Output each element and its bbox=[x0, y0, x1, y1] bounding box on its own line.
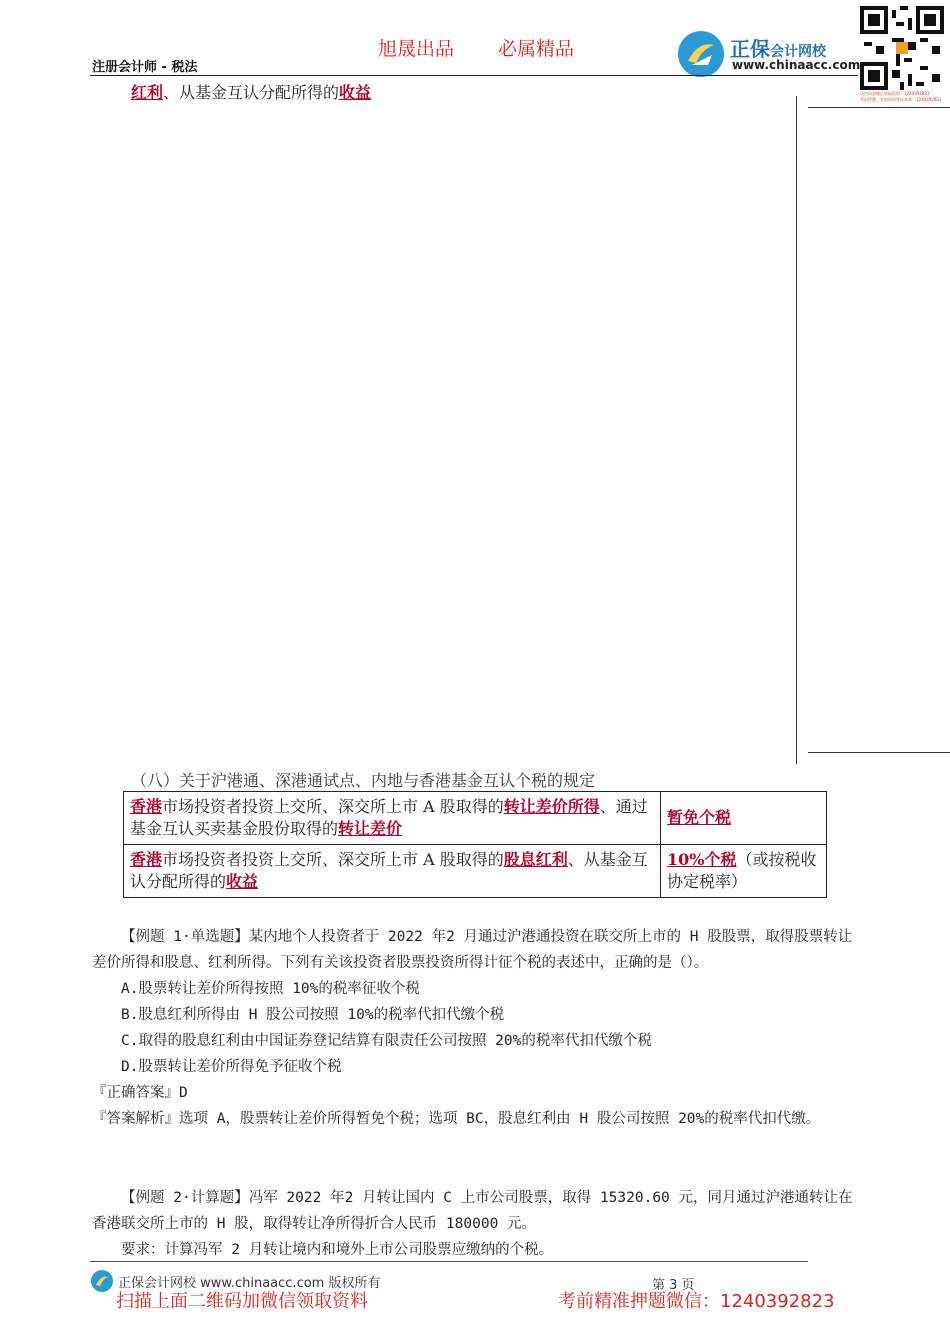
highlight-term: 香港 bbox=[130, 797, 163, 816]
highlight-term: 10%个税 bbox=[667, 850, 737, 869]
example1-analysis: 『答案解析』选项 A，股票转让差价所得暂免个税；选项 BC，股息红利由 H 股公司按照 20%的税率代扣代缴。 bbox=[92, 1111, 821, 1127]
header-divider bbox=[90, 75, 858, 76]
example1-stem: 【例题 1·单选题】某内地个人投资者于 2022 年2 月通过沪港通投资在联交所上市的 H 股股票，取得股票转让差价所得和股息、红利所得。下列有关该投资者股票投资所得计征个税的表述中，正确的是（）。 bbox=[92, 929, 853, 971]
footer-copyright: 正保会计网校 www.chinaacc.com 版权所有 bbox=[118, 1276, 381, 1291]
course-title: 注册会计师 - 税法 bbox=[92, 60, 198, 75]
margin-note-line-top bbox=[808, 107, 950, 108]
footer-ad-right: 考前精准押题微信：1240392823 bbox=[558, 1291, 835, 1312]
table-cell-treatment bbox=[661, 792, 827, 845]
plain-text: 、从基金互认分配所得的 bbox=[163, 83, 340, 102]
example2-stem: 【例题 2·计算题】冯军 2022 年2 月转让国内 C 上市公司股票，取得 15320.60 元，同月通过沪港通转让在香港联交所上市的 H 股，取得转让净所得折合人民币 180000 元。 bbox=[92, 1190, 853, 1232]
example1-option-a: A.股票转让差价所得按照 10%的税率征收个税 bbox=[121, 981, 420, 997]
plain-text: （或按税收协定税率） bbox=[667, 850, 817, 891]
page-number: 第 3 页 bbox=[652, 1278, 695, 1293]
highlight-term: 暂免个税 bbox=[667, 808, 732, 827]
footer-logo-icon bbox=[91, 1270, 113, 1292]
highlight-term: 股息红利 bbox=[503, 850, 568, 869]
logo-name-main: 正保 bbox=[730, 37, 770, 61]
table-row bbox=[124, 792, 827, 845]
logo-name-sub: 会计网校 bbox=[770, 44, 826, 60]
table-cell-subject bbox=[124, 792, 661, 845]
margin-vertical-line bbox=[796, 96, 797, 764]
banner-right-text: 必属精品 bbox=[498, 38, 575, 60]
example1-option-c: C.取得的股息红利由中国证券登记结算有限责任公司按照 20%的税率代扣代缴个税 bbox=[121, 1033, 652, 1049]
qr-caption bbox=[860, 91, 948, 103]
table-cell-treatment bbox=[661, 845, 827, 898]
logo-url: www.chinaacc.com bbox=[732, 58, 861, 72]
example2-requirement: 要求：计算冯军 2 月转让境内和境外上市公司股票应缴纳的个税。 bbox=[121, 1242, 554, 1258]
qr-caption-line-1: 请扫码加微信领取资料：1240392823 bbox=[860, 91, 930, 96]
banner-left-text: 旭晟出品 bbox=[378, 38, 455, 60]
margin-note-line-bottom bbox=[808, 752, 950, 753]
highlight-term: 香港 bbox=[130, 850, 163, 869]
highlight-term: 红利 bbox=[131, 83, 164, 102]
plain-text: 市场投资者投资上交所、深交所上市 A 股取得的 bbox=[162, 850, 504, 869]
highlight-term: 转让差价 bbox=[338, 819, 403, 838]
rules-table bbox=[123, 791, 827, 898]
plain-text: 市场投资者投资上交所、深交所上市 A 股取得的 bbox=[162, 797, 504, 816]
example1-option-b: B.股息红利所得由 H 股公司按照 10%的税率代扣代缴个税 bbox=[121, 1007, 505, 1023]
brand-logo bbox=[678, 31, 860, 79]
highlight-term: 收益 bbox=[226, 872, 259, 891]
plain-text: 、从基金互认分配所得的 bbox=[130, 850, 648, 891]
plain-text: 、通过基金互认买卖基金股份取得的 bbox=[130, 797, 648, 838]
highlight-term: 转让差价所得 bbox=[503, 797, 600, 816]
logo-emblem-icon bbox=[678, 31, 724, 77]
qr-code-icon bbox=[860, 6, 944, 90]
continued-text bbox=[131, 80, 371, 103]
table-row bbox=[124, 845, 827, 898]
table-cell-subject bbox=[124, 845, 661, 898]
footer-ad-left: 扫描上面二维码加微信领取资料 bbox=[116, 1291, 368, 1312]
qr-caption-line-2: 考前押题，考前资料等你来拿：1240392823 bbox=[860, 97, 942, 102]
example1-option-d: D.股票转让差价所得免予征收个税 bbox=[121, 1059, 342, 1075]
highlight-term: 收益 bbox=[339, 83, 372, 102]
section-title: （八）关于沪港通、深港通试点、内地与香港基金互认个税的规定 bbox=[131, 771, 596, 790]
example1-answer: 『正确答案』D bbox=[92, 1085, 188, 1101]
footer-divider bbox=[90, 1261, 808, 1262]
